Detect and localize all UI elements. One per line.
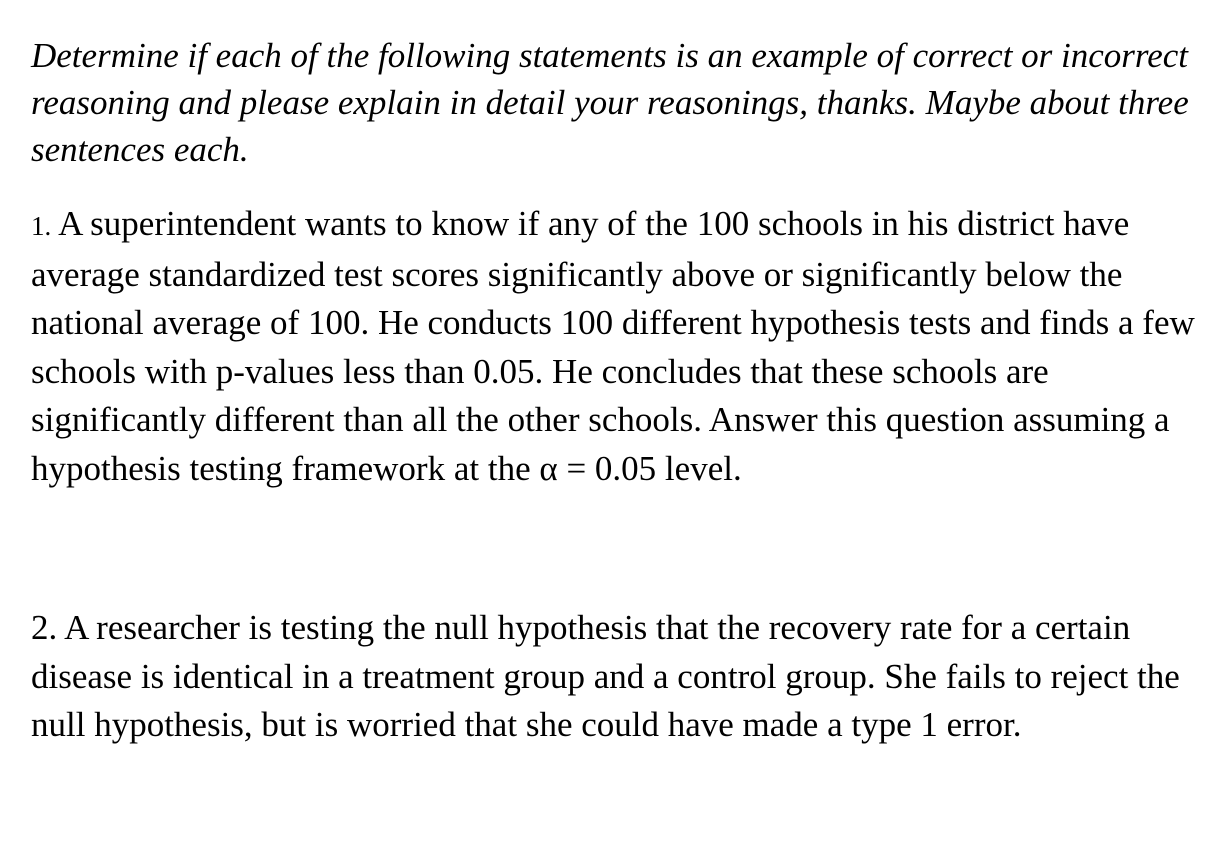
question-2-number: 2. <box>31 608 58 647</box>
question-1-number: 1. <box>31 211 52 241</box>
question-1-text: A superintendent wants to know if any of the 100 schools in his district have average standardized test scores significantly above or significantly below the national average of 100. He conducts 100 different hypothesis tests and finds a few schools with p-values less than 0.05. He concludes that these schools are significantly different than all the other schools. Answer this question assuming a hypothesis testing framework at the α = 0.05 level. <box>31 204 1195 488</box>
question-1 <box>31 200 1211 493</box>
question-2-text: A researcher is testing the null hypothesis that the recovery rate for a certain disease is identical in a treatment group and a control group. She fails to reject the null hypothesis, but is worried that she could have made a type 1 error. <box>31 608 1180 744</box>
question-2 <box>31 604 1211 750</box>
document-page <box>31 32 1211 750</box>
instructions-text: Determine if each of the following statements is an example of correct or incorrect reasoning and please explain in detail your reasonings, thanks. Maybe about three sentences each. <box>31 36 1189 169</box>
